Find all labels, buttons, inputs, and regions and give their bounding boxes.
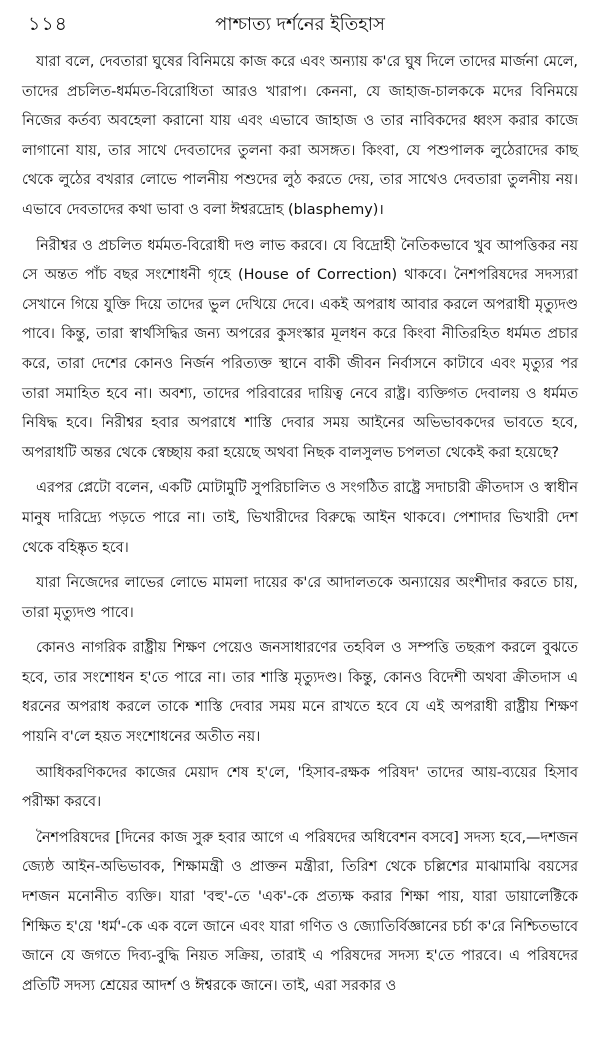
paragraph-embezzlement: কোনও নাগরিক রাষ্ট্রীয় শিক্ষণ পেয়েও জনসাধারণের তহবিল ও সম্পত্তি তছরূপ করলে বুঝতে হবে, তার সংশোধন হ'তে পারে না। তার শাস্তি মৃত্যুদণ্ড। কিন্তু, কোনও বিদেশী অথবা ক্রীতদাস এ ধরনের অপরাধ করলে তাকে শাস্তি দেবার সময় মনে রাখতে হবে যে এই অপরাধী রাষ্ট্রীয় শিক্ষণ পায়নি ব'লে হয়ত সংশোধনের অতীত নয়।	[22, 640, 578, 746]
paragraph-audit-council: আধিকরণিকদের কাজের মেয়াদ শেষ হ'লে, 'হিসাব-রক্ষক পরিষদ' তাদের আয়-ব্যয়ের হিসাব পরীক্ষা করবে।	[22, 764, 578, 811]
paragraph-atheism-punishment: নিরীশ্বর ও প্রচলিত ধর্মমত-বিরোধী দণ্ড লাভ করবে। যে বিদ্রোহী নৈতিকভাবে খুব আপত্তিকর নয় সে অন্তত পাঁচ বছর সংশোধনী গৃহে (House of Correction) থাকবে। নৈশপরিষদের সদস্যরা সেখানে গিয়ে যুক্তি দিয়ে তাদের ভুল দেখিয়ে দেবে। একই অপরাধ আবার করলে অপরাধী মৃত্যুদণ্ড পাবে। কিন্তু, তারা স্বার্থসিদ্ধির জন্য অপরের কুসংস্কার মূলধন করে কিংবা নীতিরহিত ধর্মমত প্রচার করে, তারা দেশের কোনও নির্জন পরিত্যক্ত স্থানে বাকী জীবন নির্বাসনে কাটাবে এবং মৃত্যুর পর তারা সমাহিত হবে না। অবশ্য, তাদের পরিবারের দায়িত্ব নেবে রাষ্ট্র। ব্যক্তিগত দেবালয় ও ধর্মমত নিষিদ্ধ হবে। নিরীশ্বর হবার অপরাধে শাস্তি দেবার সময় আইনের অভিভাবকদের ভাবতে হবে, অপরাধটি অন্তর থেকে স্বেচ্ছায় করা হয়েছে অথবা নিছক বালসুলভ চপলতা থেকেই করা হয়েছে?	[22, 237, 578, 461]
page-header	[20, 0, 580, 40]
paragraph-bribery-gods: যারা বলে, দেবতারা ঘুষের বিনিময়ে কাজ করে এবং অন্যায় ক'রে ঘুষ দিলে তাদের মার্জনা মেলে, তাদের প্রচলিত-ধর্মমত-বিরোধিতা আরও খারাপ। কেননা, যে জাহাজ-চালককে মদের বিনিময়ে নিজের কর্তব্য অবহেলা করানো যায় এবং এভাবে জাহাজ ও তার নাবিকদের ধ্বংস করার কাজে লাগানো যায়, তার সাথে দেবতাদের তুলনা করা অসঙ্গত। কিংবা, যে পশুপালক লুঠেরাদের কাছ থেকে লুঠের বখরার লোভে পালনীয় পশুদের লুঠ করতে দেয়, তার সাথেও দেবতারা তুলনীয় নয়। এভাবে দেবতাদের কথা ভাবা ও বলা ঈশ্বরদ্রোহ (blasphemy)।	[22, 54, 578, 218]
paragraph-nocturnal-council: নৈশপরিষদের [দিনের কাজ সুরু হবার আগে এ পরিষদের অধিবেশন বসবে] সদস্য হবে,—দশজন জ্যেষ্ঠ আইন-অভিভাবক, শিক্ষামন্ত্রী ও প্রাক্তন মন্ত্রীরা, তিরিশ থেকে চল্লিশের মাঝামাঝি বয়সের দশজন মনোনীত ব্যক্তি। যারা 'বহু'-তে 'এক'-কে প্রত্যক্ষ করার শিক্ষা পায়, যারা ডায়ালেক্টিকে শিক্ষিত হ'য়ে 'ধর্ম'-কে এক বলে জানে এবং যারা গণিত ও জ্যোতির্বিজ্ঞানের চর্চা ক'রে নিশ্চিতভাবে জানে যে জগতে দিব্য-বুদ্ধি নিয়ত সক্রিয়, তারাই এ পরিষদের সদস্য হ'তে পারবে। এ পরিষদের প্রতিটি সদস্য শ্রেয়ের আদর্শ ও ঈশ্বরকে জানে। তাই, এরা সরকার ও	[22, 829, 578, 994]
paragraph-beggars: এরপর প্লেটো বলেন, একটি মোটামুটি সুপরিচালিত ও সংগঠিত রাষ্ট্রে সদাচারী ক্রীতদাস ও স্বাধীন মানুষ দারিদ্র্যে পড়তে পারে না। তাই, ভিখারীদের বিরুদ্ধে আইন থাকবে। পেশাদার ভিখারী দেশ থেকে বহিষ্কৃত হবে।	[22, 480, 578, 556]
body-text	[22, 48, 578, 1007]
paragraph-litigation: যারা নিজেদের লাভের লোভে মামলা দায়ের ক'রে আদালতকে অন্যায়ের অংশীদার করতে চায়, তারা মৃত্যুদণ্ড পাবে।	[22, 575, 578, 621]
running-title: পাশ্চাত্য দর্শনের ইতিহাস	[215, 14, 385, 35]
page-number: ১১৪	[28, 13, 68, 35]
